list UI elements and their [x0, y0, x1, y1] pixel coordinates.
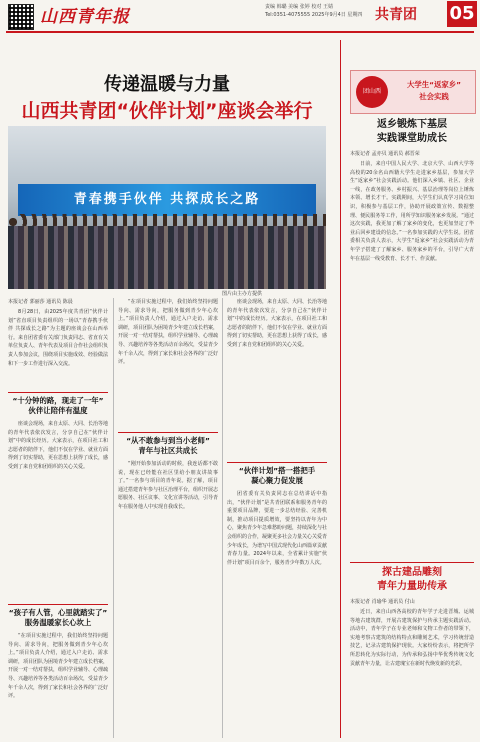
subhead-3: “从不敢参与到当小老师” 青年与社区共成长 — [126, 436, 210, 455]
right-article1-byline: 本报记者 孟亦贝 通讯员 郝晋荣 — [350, 151, 420, 157]
subhead-2: “孩子有人管，心里就踏实了” 服务温暖家长心坎上 — [8, 608, 108, 627]
event-photo — [8, 126, 326, 289]
photo-crowd — [8, 226, 326, 289]
page-number: 05 — [447, 1, 477, 27]
right-article2-byline: 本报记者 肖瑜华 通讯员 付山 — [350, 599, 415, 605]
right-article2-title: 探古建品雕刻 青年力量助传承 — [377, 567, 447, 592]
column-divider — [222, 298, 223, 738]
main-byline: 本报记者 郭丽莎 通讯员 陈晨 — [8, 299, 73, 305]
main-col1-tail: “在项目实施过程中，我们始终坚持问题导向、需求导向，把服务做到青少年心坎上。”项目负责人介绍，通过入户走访、需求调研，项目团队为困境青少年建立成长档案，开展一对一结对帮扶，组织学业辅导、心理疏导、兴趣培养等各类活动百余场次，受益青少年千余人次，得到了家长和社会各界的广泛好评。 — [8, 633, 108, 700]
subhead-1: “十分钟的路，现走了一年” 伙伴让陪伴有温度 — [12, 396, 104, 415]
main-col3-top: 座谈会现场，来自太原、大同、长治等地的青年代表依次发言，分享自己在“伙伴计划”中的成长经历。大家表示，在项目社工和志愿者的陪伴下，他们不仅在学业、就业方面得到了切实帮助，更在思想上获得了成长，感受到了来自党和团组织的关心关爱。 — [227, 299, 327, 348]
right-article2-body: 近日，来自山西各高校的青年学子走进晋城、运城等地古建筑群，开展古建筑保护与传承主题实践活动。活动中，青年学子在专业老师和文物工作者的带领下，实地考察古建筑的结构特点和雕刻艺术，学习传统营造技艺，记录古建筑保护现状。大家纷纷表示，将把所学所思转化为实际行动，为传承和弘扬中华优秀传统文化贡献青年力量，让古建瑰宝在新时代焕发新的光彩。 — [350, 609, 474, 667]
right-article-divider — [350, 562, 474, 563]
header-date: Tel:0351-4075555 2025年9月4日 星期四 — [265, 12, 363, 18]
photo-caption: 图片由主办方提供 — [222, 291, 263, 297]
subhead3-rule — [118, 432, 218, 433]
right-rail-divider — [340, 40, 341, 738]
subhead4-rule — [227, 462, 327, 463]
qr-code-icon — [8, 4, 34, 30]
main-col3-body: 团省委有关负责同志在总结讲话中指出，“伙伴计划”是共青团联系和服务青年的重要项目品牌，要进一步总结经验、完善机制，推动项目提质增效，要坚持以青年为中心，聚焦青少年急难愁盼问题，持续深化与社会组织的合作，凝聚更多社会力量关心关爱青少年成长，为谱写中国式现代化山西篇章贡献青春力量。2024年以来，全省累计实施“伙伴计划”项目百余个，服务青少年数万人次。 — [227, 491, 327, 566]
main-col1-body: 座谈会现场，来自太原、大同、长治等地的青年代表依次发言，分享自己在“伙伴计划”中的成长经历。大家表示，在项目社工和志愿者的陪伴下，他们不仅在学业、就业方面得到了切实帮助，更在思想上获得了成长，感受到了来自党和团组织的关心关爱。 — [8, 421, 108, 470]
badge-logo-icon: 团山西 — [356, 76, 388, 108]
subhead1-rule — [8, 392, 108, 393]
main-col2-body: “刚开始参加活动的时候，我连话都不敢说，现在已经能在社区里给小朋友讲故事了。”一名参与项目的青年说。据了解，项目通过搭建青年参与社区治理平台，组织开展志愿服务、社区议事、文化宣讲等活动，引导青年在服务他人中实现自我成长。 — [118, 461, 218, 510]
photo-banner: 青春携手伙伴 共探成长之路 — [18, 184, 316, 216]
column-badge — [350, 70, 476, 114]
section-name: 共青团 — [375, 7, 417, 23]
header-info — [265, 3, 370, 19]
subhead2-rule — [8, 604, 108, 605]
right-article1-title: 返乡锻炼下基层 实践课堂助成长 — [377, 119, 447, 144]
masthead-logo: 山西青年报 — [40, 7, 130, 27]
main-col2-top: “在项目实施过程中，我们始终坚持问题导向、需求导向，把服务做到青少年心坎上。”项目负责人介绍，通过入户走访、需求调研，项目团队为困境青少年建立成长档案，开展一对一结对帮扶，组织学业辅导、心理疏导、兴趣培养等各类活动百余场次，受益青少年千余人次，得到了家长和社会各界的广泛好评。 — [118, 299, 218, 366]
column-divider — [113, 298, 114, 738]
header-editors: 责编 韩璐 美编 张婷 校对 王婧 — [265, 4, 333, 10]
right-article1-body: 日前，来自中国人民大学、北京大学、山西大学等高校的20余名山西籍大学生走进家乡基层，参加大学生“返家乡”社会实践活动。他们深入乡镇、社区、企业一线，在政务服务、乡村振兴、基层治理等岗位上锤炼本领、增长才干。实践期间，大学生们认真学习岗位知识，积极参与基层工作，协助开展政策宣传、数据整理、便民服务等工作，用所学知识服务家乡发展。“通过这次实践，我更加了解了家乡的变化，也更加坚定了毕业后回乡建设的信念。”一名参加实践的大学生说。团省委相关负责人表示，大学生“返家乡”社会实践活动为青年学子搭建了了解家乡、服务家乡的平台，引导广大青年在基层一线受教育、长才干、作贡献。 — [350, 161, 474, 262]
header-divider — [6, 31, 474, 33]
headline-line2: 山西共青团“伙伴计划”座谈会举行 — [21, 100, 313, 122]
subhead-4: “伙伴计划”搭一搭把手 凝心聚力促发展 — [238, 466, 316, 485]
main-col1-intro: 8月28日，由2025年度共青团“伙伴计划”省直项目负责组织的一场以“青春携手伙伴 共探成长之路”为主题的座谈会在山西举行。来自团省委有关部门负责同志、省直有关单位负责人、青年代表及项目合作社会组织负责人参加会议，围绕项目实施成效、经验做法和下一步工作进行深入交流。 — [8, 309, 108, 367]
headline-line1: 传递温暖与力量 — [104, 74, 230, 95]
badge-title: 大学生“返家乡” 社会实践 — [406, 80, 462, 101]
